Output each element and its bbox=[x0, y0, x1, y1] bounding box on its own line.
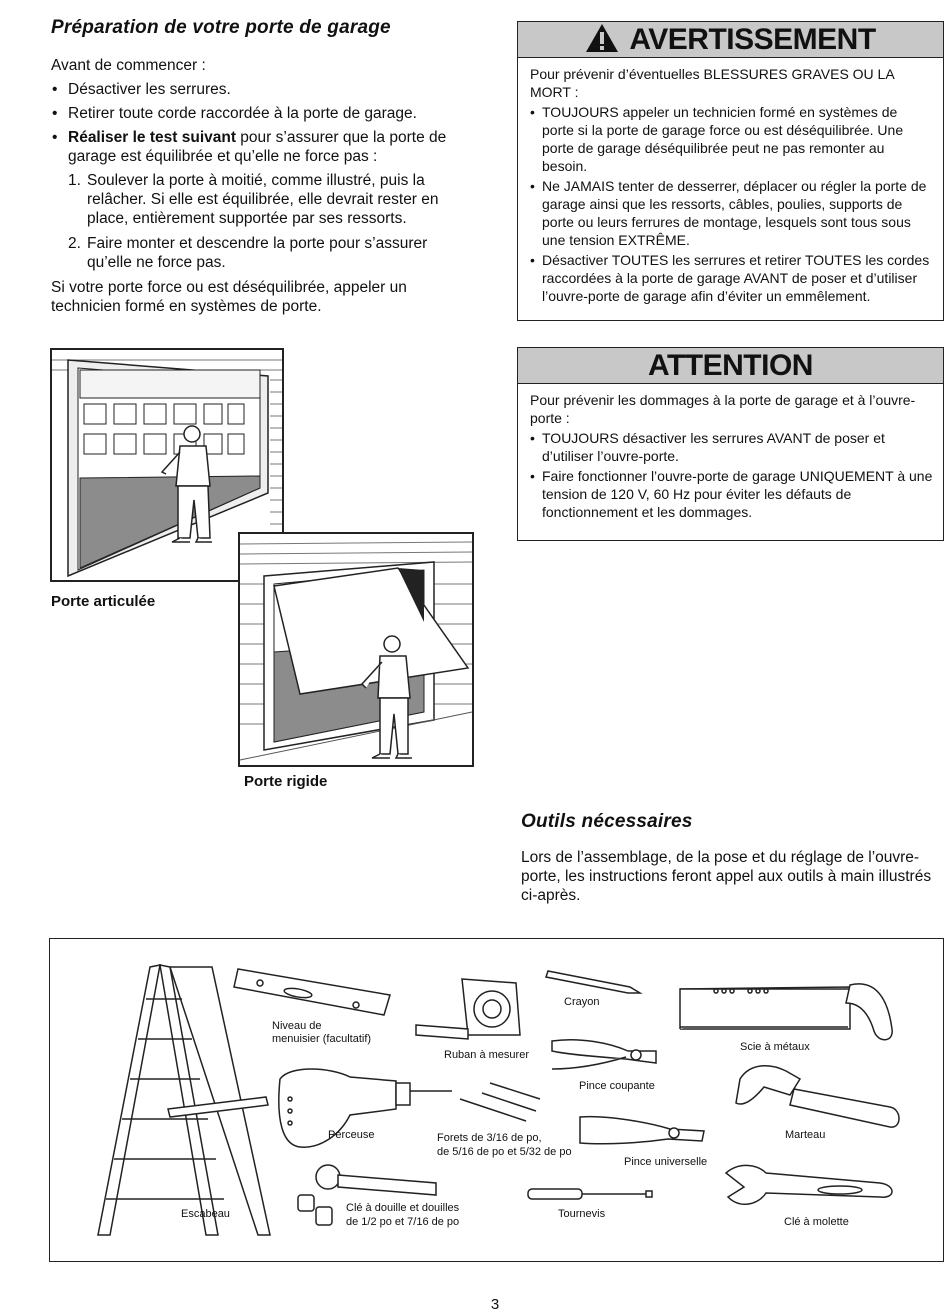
warning-item: • Ne JAMAIS tenter de desserrer, déplacer ou régler la porte de garage ainsi que les ressorts, câbles, poulies, supports de porte ou leurs ferrures de montage, lesquels sont tous sous une tension EXTRÊME. bbox=[530, 177, 933, 249]
warning-intro: Pour prévenir d’éventuelles BLESSURES GRAVES OU LA MORT : bbox=[530, 66, 894, 100]
prep-title: Préparation de votre porte de garage bbox=[51, 17, 391, 38]
ladder-icon bbox=[98, 965, 270, 1235]
warning-title: AVERTISSEMENT bbox=[629, 23, 876, 56]
prep-bullet-3-rest: pour s’assurer que la porte de garage est équilibrée et qu’elle ne force pas : bbox=[68, 129, 447, 165]
attention-title: ATTENTION bbox=[648, 349, 813, 382]
rigid-door-illustration bbox=[238, 532, 476, 768]
caption-pince-coupante: Pince coupante bbox=[579, 1080, 655, 1092]
caption-cle-douille-line1: Clé à douille et douilles bbox=[346, 1202, 460, 1214]
prep-bullet-3-bold: Réaliser le test suivant bbox=[68, 129, 236, 146]
warning-body bbox=[518, 58, 943, 313]
prep-section bbox=[51, 56, 476, 316]
caption-cle-douille-line2: de 1/2 po et 7/16 de po bbox=[346, 1216, 460, 1228]
caption-pince-universelle: Pince universelle bbox=[624, 1156, 708, 1168]
caption-crayon: Crayon bbox=[564, 996, 600, 1008]
tape-measure-icon bbox=[416, 979, 520, 1039]
caption-forets-line2: de 5/16 de po et 5/32 de po bbox=[437, 1146, 572, 1158]
adjustable-wrench-icon bbox=[726, 1165, 892, 1204]
attention-body bbox=[518, 384, 943, 529]
cutting-pliers-icon bbox=[552, 1040, 656, 1069]
rigid-door-caption: Porte rigide bbox=[244, 773, 328, 790]
articulated-door-caption: Porte articulée bbox=[51, 593, 156, 610]
warning-triangle-icon bbox=[585, 23, 619, 53]
prep-step-2-num: 2. bbox=[68, 235, 81, 252]
page-number: 3 bbox=[490, 1296, 500, 1313]
caption-marteau: Marteau bbox=[785, 1129, 826, 1141]
prep-step-2-text: Faire monter et descendre la porte pour s’assurer qu’elle ne force pas. bbox=[87, 235, 428, 271]
warning-item: • TOUJOURS appeler un technicien formé en systèmes de porte si la porte de garage force ou est déséquilibrée. Une porte de garage déséquilibrée peut ne pas remonter au besoin. bbox=[530, 103, 933, 175]
prep-step-1-text: Soulever la porte à moitié, comme illustré, puis la relâcher. Si elle est équilibrée, elle devrait rester en place, entièrement supportée par ses ressorts. bbox=[87, 172, 439, 227]
warning-item: • Désactiver TOUTES les serrures et retirer TOUTES les cordes raccordées à la porte de garage AVANT de poser et d’utiliser l’ouvre-porte de garage afin d’éviter un emmêlement. bbox=[530, 251, 933, 305]
hacksaw-icon bbox=[680, 984, 892, 1040]
prep-intro: Avant de commencer : bbox=[51, 57, 206, 74]
level-icon bbox=[234, 969, 390, 1015]
drill-bits-icon bbox=[460, 1083, 540, 1121]
prep-bullet-3 bbox=[51, 128, 476, 166]
attention-item: • TOUJOURS désactiver les serrures AVANT de poser et d’utiliser l’ouvre-porte. bbox=[530, 429, 933, 465]
caption-niveau-line1: Niveau de bbox=[272, 1020, 322, 1032]
prep-bullet-1: • Désactiver les serrures. bbox=[51, 80, 476, 99]
attention-box bbox=[517, 347, 944, 541]
caption-perceuse: Perceuse bbox=[328, 1129, 375, 1141]
tools-intro: Lors de l’assemblage, de la pose et du réglage de l’ouvre-porte, les instructions feront appel aux outils à main illustrés ci-après. bbox=[521, 849, 932, 904]
caption-cle-molette: Clé à molette bbox=[784, 1216, 849, 1228]
prep-closing: Si votre porte force ou est déséquilibrée, appeler un technicien formé en systèmes de porte. bbox=[51, 279, 407, 315]
prep-step-1-num: 1. bbox=[68, 172, 81, 189]
tools-title: Outils nécessaires bbox=[521, 811, 693, 832]
caption-forets-line1: Forets de 3/16 de po, bbox=[437, 1132, 542, 1144]
hammer-icon bbox=[736, 1066, 899, 1127]
attention-intro: Pour prévenir les dommages à la porte de garage et à l’ouvre-porte : bbox=[530, 392, 916, 426]
caption-niveau-line2: menuisier (facultatif) bbox=[272, 1033, 372, 1045]
prep-step-2 bbox=[51, 234, 476, 272]
warning-box bbox=[517, 21, 944, 321]
screwdriver-icon bbox=[528, 1189, 652, 1199]
prep-bullet-2: • Retirer toute corde raccordée à la porte de garage. bbox=[51, 104, 476, 123]
universal-pliers-icon bbox=[580, 1117, 704, 1144]
pencil-icon bbox=[546, 971, 640, 993]
caption-scie: Scie à métaux bbox=[740, 1041, 810, 1053]
caption-escabeau: Escabeau bbox=[181, 1208, 230, 1220]
attention-item: • Faire fonctionner l’ouvre-porte de garage UNIQUEMENT à une tension de 120 V, 60 Hz pour éviter les défauts de fonctionnement et les dommages. bbox=[530, 467, 933, 521]
warning-header bbox=[518, 22, 943, 58]
prep-step-1 bbox=[51, 171, 476, 228]
caption-ruban: Ruban à mesurer bbox=[444, 1049, 529, 1061]
caption-tournevis: Tournevis bbox=[558, 1208, 606, 1220]
attention-header bbox=[518, 348, 943, 384]
